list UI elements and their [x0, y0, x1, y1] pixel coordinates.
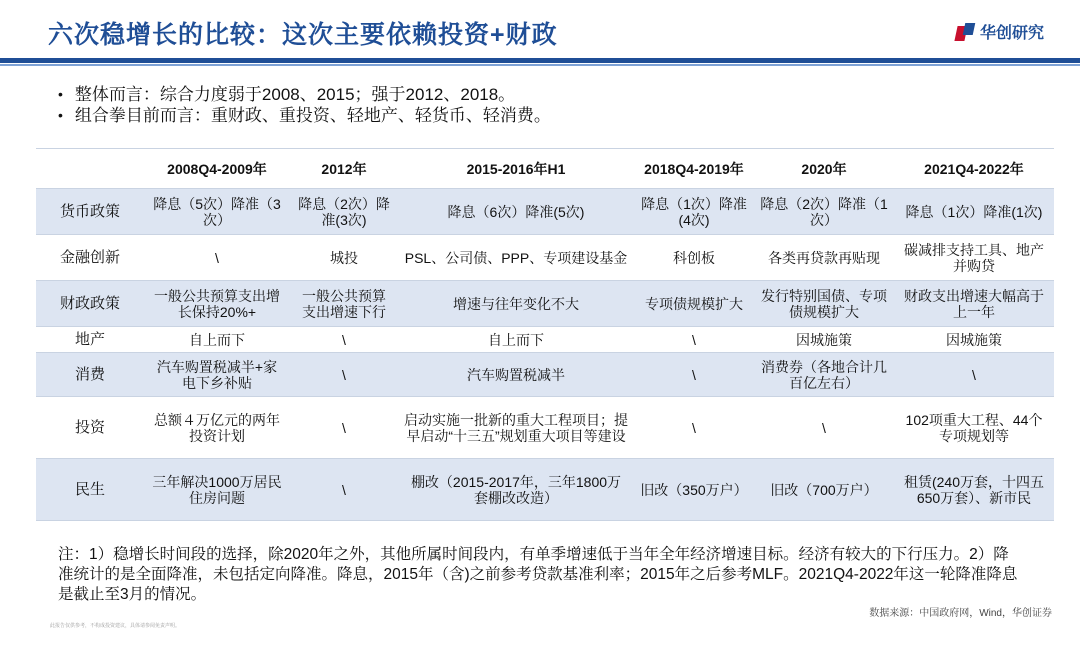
table-cell: 汽车购置税减半+家电下乡补贴	[156, 358, 278, 391]
table-cell: 因城施策	[796, 331, 852, 348]
row-header: 财政政策	[59, 294, 120, 312]
header-divider	[0, 58, 1080, 63]
column-header: 2020年	[754, 149, 894, 189]
row-header: 金融创新	[59, 248, 120, 266]
brand-name: 华创研究	[979, 25, 1044, 42]
table-cell: 自上而下	[189, 331, 245, 348]
table-cell: \	[342, 481, 346, 498]
bullet-item	[58, 84, 551, 105]
table-cell: 降息（2次）降准（1次）	[760, 195, 888, 228]
table-cell: 专项债规模扩大	[645, 295, 743, 312]
comparison-table	[36, 148, 1054, 521]
table-cell: 旧改（700万户）	[770, 481, 878, 498]
table-cell: 降息（2次）降准(3次)	[298, 195, 390, 228]
table-cell: 降息（6次）降准(5次)	[447, 203, 585, 220]
row-header: 货币政策	[59, 202, 120, 220]
table-cell: \	[692, 366, 696, 383]
table-row	[36, 397, 1054, 459]
table-row	[36, 189, 1054, 235]
table-cell: 总额４万亿元的两年投资计划	[154, 411, 280, 444]
column-header: 2015-2016年H1	[398, 149, 634, 189]
table-cell: 城投	[330, 249, 358, 266]
table-cell: 各类再贷款再贴现	[768, 249, 880, 266]
footnote: 注：1）稳增长时间段的选择，除2020年之外，其他所属时间段内，有单季增速低于当年全年经济增速目标。经济有较大的下行压力。2）降准统计的是全面降准，未包括定向降准。降息，2015年（含)之前参考贷款基准利率；2015年之后参考MLF。2021Q4-2022年这一轮降准降息是截止至3月的情况。	[58, 546, 1018, 603]
table-cell: 自上而下	[488, 331, 544, 348]
table-cell: \	[692, 331, 696, 348]
table-cell: 102项重大工程、44个专项规划等	[905, 411, 1043, 444]
table-row	[36, 459, 1054, 521]
table-cell: 棚改（2015-2017年，三年1800万套棚改改造）	[410, 473, 622, 506]
table-cell: 发行特别国债、专项债规模扩大	[761, 287, 887, 320]
bullet-text: 组合拳目前而言：重财政、重投资、轻地产、轻货币、轻消费。	[74, 106, 551, 125]
bullet-item	[58, 105, 551, 126]
row-header: 投资	[74, 418, 105, 436]
column-header	[36, 149, 144, 189]
disclaimer: 此报告仅供参考，不构成投资建议，具体请参阅免责声明。	[50, 623, 181, 629]
table-row	[36, 235, 1054, 281]
table-row	[36, 353, 1054, 397]
huachuang-logo-icon	[956, 23, 974, 41]
table-cell: 启动实施一批新的重大工程项目；提早启动“十三五”规划重大项目等建设	[404, 411, 628, 444]
table-cell: \	[692, 419, 696, 436]
table-cell: 因城施策	[946, 331, 1002, 348]
table-header-row	[36, 149, 1054, 189]
row-header: 地产	[74, 330, 105, 348]
table-cell: \	[342, 419, 346, 436]
summary-bullets	[58, 84, 551, 126]
column-header: 2008Q4-2009年	[144, 149, 290, 189]
table-cell: \	[215, 249, 219, 266]
bullet-dot-icon: •	[58, 86, 63, 102]
table-cell: 租赁(240万套，十四五650万套）、新市民	[903, 473, 1045, 506]
table-cell: 消费券（各地合计几百亿左右）	[761, 358, 887, 391]
table-cell: 增速与往年变化不大	[453, 295, 579, 312]
table-row	[36, 327, 1054, 353]
bullet-text: 整体而言：综合力度弱于2008、2015；强于2012、2018。	[74, 85, 516, 104]
table-cell: \	[822, 419, 826, 436]
bullet-dot-icon: •	[58, 107, 63, 123]
table-row	[36, 281, 1054, 327]
table-cell: 降息（1次）降准(1次)	[905, 203, 1043, 220]
table-cell: 碳减排支持工具、地产并购贷	[904, 241, 1044, 274]
table-cell: 三年解决1000万居民住房问题	[152, 473, 282, 506]
table-cell: 一般公共预算支出增速下行	[302, 287, 386, 320]
table-cell: \	[342, 331, 346, 348]
brand-logo	[956, 20, 1044, 43]
table-cell: 降息（1次）降准(4次)	[641, 195, 747, 228]
column-header: 2021Q4-2022年	[894, 149, 1054, 189]
table-cell: \	[342, 366, 346, 383]
row-header: 消费	[74, 365, 105, 383]
table-cell: 降息（5次）降准（3次）	[153, 195, 281, 228]
data-source: 数据来源：中国政府网，Wind，华创证券	[869, 608, 1052, 619]
row-header: 民生	[74, 480, 105, 498]
page-title: 六次稳增长的比较：这次主要依赖投资+财政	[48, 21, 558, 49]
table-cell: PSL、公司债、PPP、专项建设基金	[404, 249, 628, 266]
table-cell: 汽车购置税减半	[467, 366, 565, 383]
table-cell: 一般公共预算支出增长保持20%+	[154, 287, 280, 320]
table-cell: 科创板	[673, 249, 715, 266]
table-cell: \	[972, 366, 976, 383]
table-cell: 财政支出增速大幅高于上一年	[904, 287, 1044, 320]
column-header: 2012年	[290, 149, 398, 189]
table-cell: 旧改（350万户）	[640, 481, 748, 498]
header-divider-light	[0, 64, 1080, 66]
column-header: 2018Q4-2019年	[634, 149, 754, 189]
